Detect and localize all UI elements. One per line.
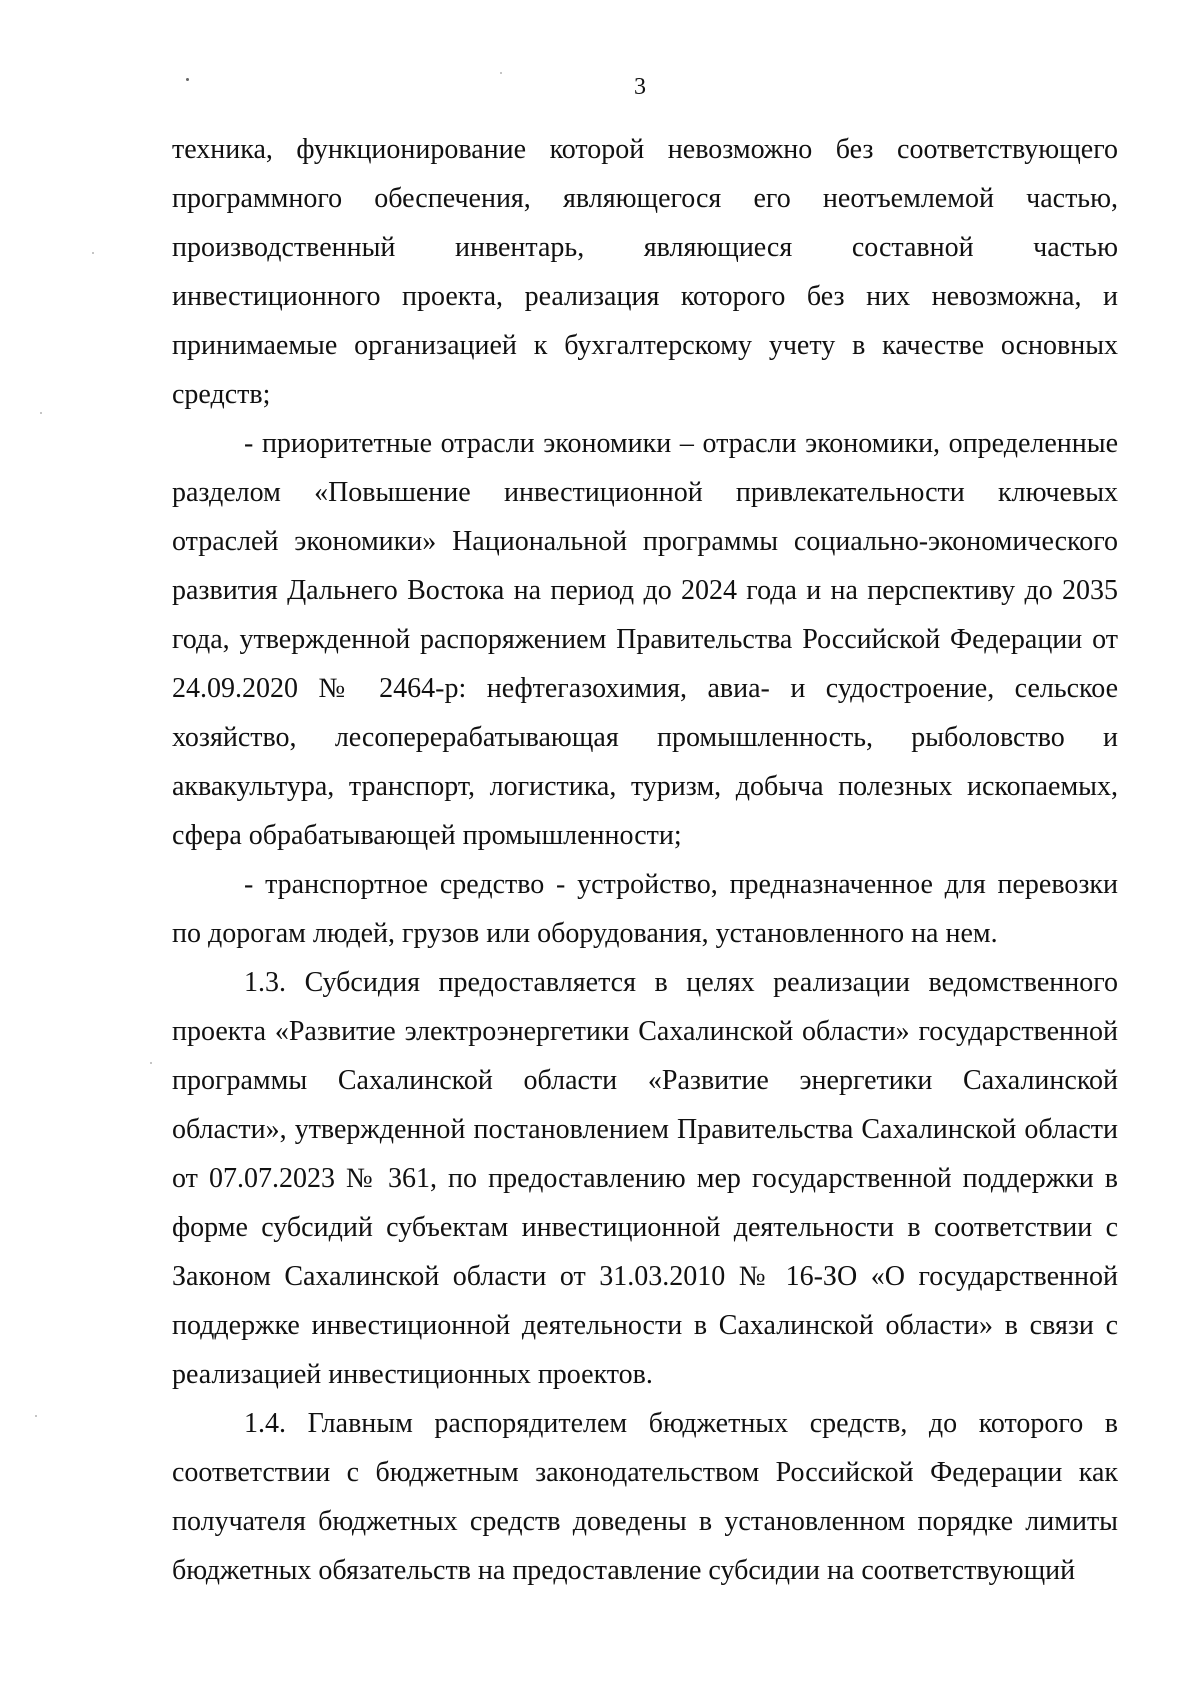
- scan-speck: [92, 252, 94, 254]
- scan-speck: [500, 72, 502, 74]
- document-body: [172, 125, 1118, 1595]
- paragraph-vehicle-definition: - транспортное средство - устройство, предназначенное для перевозки по дорогам людей, грузов или оборудования, установленного на нем.: [172, 869, 1118, 949]
- paragraph-1-4-budget-administrator: 1.4. Главным распорядителем бюджетных средств, до которого в соответствии с бюджетным законодательством Российской Федерации как получателя бюджетных средств доведены в установленном порядке лимиты бюджетных обязательств на предоставление субсидии на соответствующий: [172, 1408, 1118, 1586]
- scan-speck: [578, 1172, 580, 1174]
- paragraph-priority-sectors: - приоритетные отрасли экономики – отрасли экономики, определенные разделом «Повышение инвестиционной привлекательности ключевых отраслей экономики» Национальной программы социально-экономического развития Дальнего Востока на период до 2024 года и на перспективу до 2035 года, утвержденной распоряжением Правительства Российской Федерации от 24.09.2020 № 2464-р: нефтегазохимия, авиа- и судостроение, сельское хозяйство, лесоперерабатывающая промышленность, рыболовство и аквакультура, транспорт, логистика, туризм, добыча полезных ископаемых, сфера обрабатывающей промышленности;: [172, 428, 1118, 851]
- paragraph-1-3-subsidy-purpose: 1.3. Субсидия предоставляется в целях реализации ведомственного проекта «Развитие электроэнергетики Сахалинской области» государственной программы Сахалинской области «Развитие энергетики Сахалинской области», утвержденной постановлением Правительства Сахалинской области от 07.07.2023 № 361, по предоставлению мер государственной поддержки в форме субсидий субъектам инвестиционной деятельности в соответствии с Законом Сахалинской области от 31.03.2010 № 16-ЗО «О государственной поддержке инвестиционной деятельности в Сахалинской области» в связи с реализацией инвестиционных проектов.: [172, 967, 1118, 1390]
- scan-speck: [35, 1415, 37, 1417]
- scan-speck: [40, 412, 42, 414]
- scan-speck: [150, 1062, 152, 1064]
- page-number: 3: [634, 74, 646, 100]
- scan-speck: [186, 78, 189, 81]
- paragraph-equipment-continuation: техника, функционирование которой невозможно без соответствующего программного обеспечения, являющегося его неотъемлемой частью, производственный инвентарь, являющиеся составной частью инвестиционного проекта, реализация которого без них невозможна, и принимаемые организацией к бухгалтерскому учету в качестве основных средств;: [172, 134, 1118, 410]
